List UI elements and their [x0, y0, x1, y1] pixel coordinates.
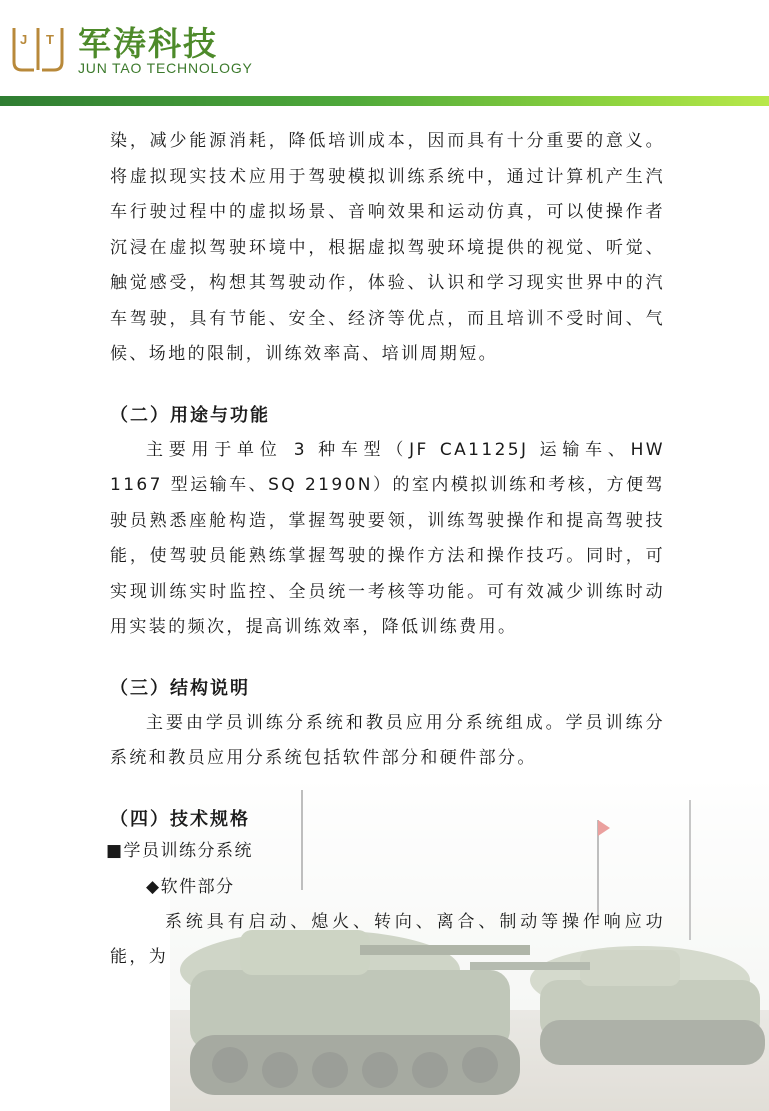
usage-paragraph: 主要用于单位 3 种车型（JF CA1125J 运输车、HW 1167 型运输车、SQ 2190N）的室内模拟训练和考核，方便驾驶员熟悉座舱构造，掌握驾驶要领，训练驾驶操作和提高驾驶技能，使驾驶员能熟练掌握驾驶的操作方法和操作技巧。同时，可实现训练实时监控、全员统一考核等功能。可有效减少训练时动用实装的频次，提高训练效率，降低训练费用。	[110, 439, 665, 637]
section-heading-structure: （三）结构说明	[110, 677, 250, 699]
header-divider-bar	[0, 96, 769, 106]
section-heading-usage: （二）用途与功能	[110, 404, 270, 426]
document-body	[106, 124, 665, 976]
logo-letter-t: T	[46, 32, 54, 47]
company-logo-icon	[8, 22, 72, 76]
brand-name-english: JUN TAO TECHNOLOGY	[78, 60, 253, 76]
page-header	[0, 0, 769, 108]
software-subheading: ◆软件部分	[146, 876, 235, 897]
section-heading-specs: （四）技术规格	[110, 808, 250, 830]
software-paragraph: 系统具有启动、熄火、转向、离合、制动等操作响应功能，为	[110, 911, 665, 967]
logo-letter-j: J	[20, 32, 28, 47]
intro-paragraph: 染，减少能源消耗，降低培训成本，因而具有十分重要的意义。将虚拟现实技术应用于驾驶模拟训练系统中，通过计算机产生汽车行驶过程中的虚拟场景、音响效果和运动仿真，可以使操作者沉浸在虚拟驾驶环境中，根据虚拟驾驶环境提供的视觉、听觉、触觉感受，构想其驾驶动作，体验、认识和学习现实世界中的汽车驾驶，具有节能、安全、经济等优点，而且培训不受时间、气候、场地的限制，训练效率高、培训周期短。	[110, 131, 665, 364]
brand-name-chinese: 军涛科技	[78, 24, 218, 63]
subsystem-heading: ■学员训练分系统	[106, 840, 254, 861]
structure-paragraph: 主要由学员训练分系统和教员应用分系统组成。学员训练分系统和教员应用分系统包括软件部分和硬件部分。	[110, 712, 665, 768]
